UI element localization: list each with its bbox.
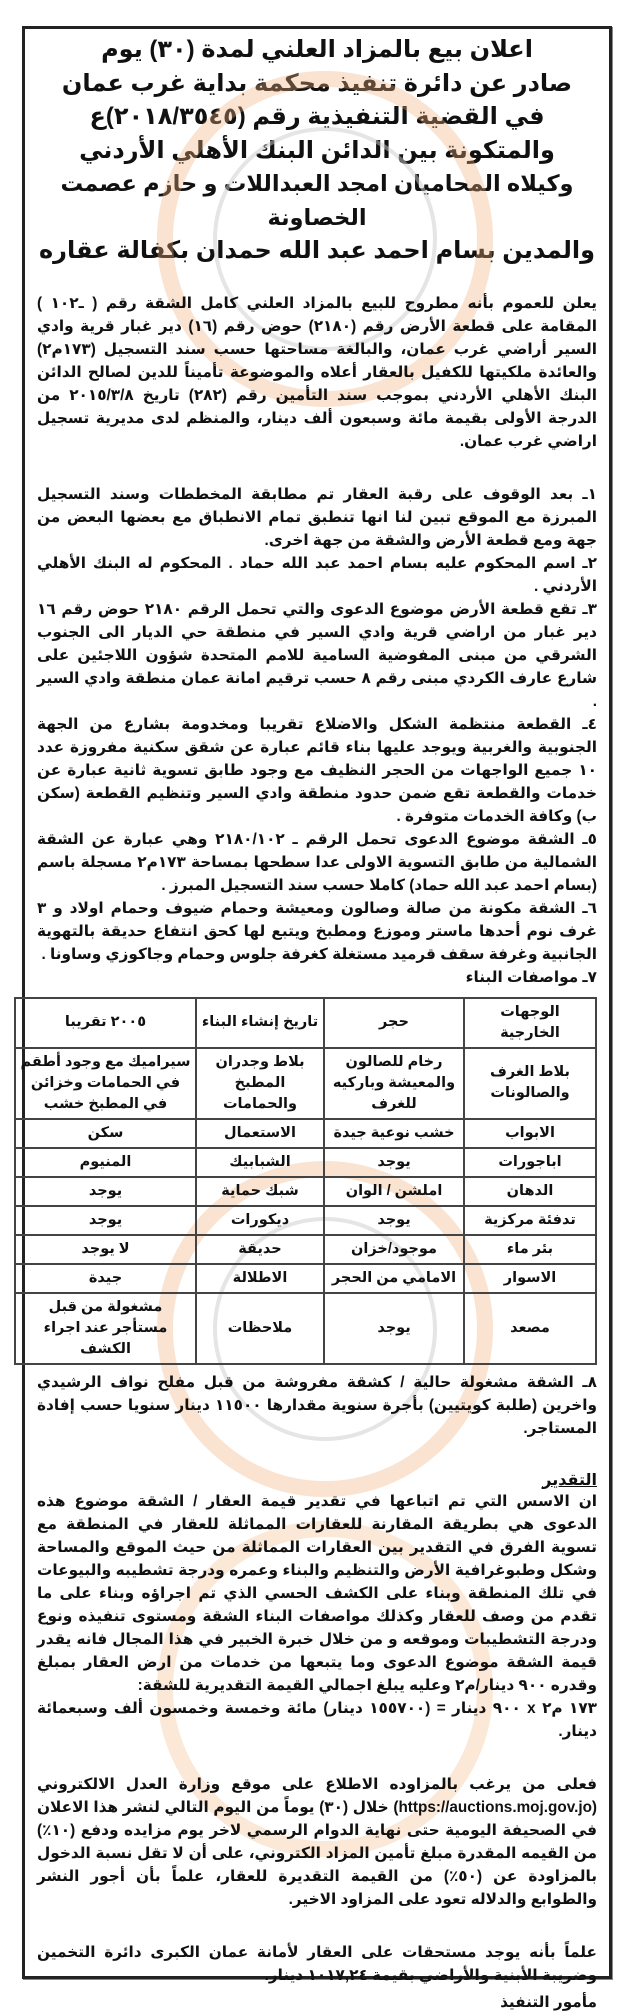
table-cell: ٢٠٠٥ تقريبا xyxy=(15,998,196,1048)
auction-url-link[interactable]: (https://auctions.moj.gov.jo) xyxy=(393,1798,598,1816)
table-row xyxy=(15,1177,596,1206)
table-cell: بلاط وجدران المطبخ والحمامات xyxy=(196,1048,324,1119)
table-row xyxy=(15,1293,596,1364)
title-line: والمتكونة بين الدائن البنك الأهلي الأردني xyxy=(79,136,555,164)
table-cell: الاستعمال xyxy=(196,1119,324,1148)
auction-notice xyxy=(20,26,612,2011)
table-cell: الاطلالة xyxy=(196,1264,324,1293)
table-cell: حديقة xyxy=(196,1235,324,1264)
item-4: ٤ـ القطعة منتظمة الشكل والاضلاع تقريبا ومخدومة بشارع من الجهة الجنوبية والغربية ويوجد عليها بناء قائم عبارة عن شقق سكنية مفروزة عدد ١٠ جميع الواجهات من الحجر النظيف مع وجود طابق تسوية ثانية عبارة عن خدمات والقطعة تقع ضمن حدود منطقة وادي السير وتنظيم القطعة (سكن ب) وكافة الخدمات متوفرة . xyxy=(37,715,597,825)
table-cell: الوجهات الخارجية xyxy=(464,998,596,1048)
item-2: ٢ـ اسم المحكوم عليه بسام احمد عبد الله حماد . المحكوم له البنك الأهلي الأردني . xyxy=(37,554,597,595)
table-cell: املشن / الوان xyxy=(324,1177,464,1206)
auction-paragraph xyxy=(37,1773,597,1911)
table-cell: تاريخ إنشاء البناء xyxy=(196,998,324,1048)
table-cell: يوجد xyxy=(324,1148,464,1177)
valuation-heading: التقدير xyxy=(542,1471,597,1489)
table-cell: مشغولة من قبل مستأجر عند اجراء الكشف xyxy=(15,1293,196,1364)
table-cell: الامامي من الحجر xyxy=(324,1264,464,1293)
table-cell: الاسوار xyxy=(464,1264,596,1293)
table-row xyxy=(15,1235,596,1264)
table-row xyxy=(15,1148,596,1177)
table-cell: الابواب xyxy=(464,1119,596,1148)
table-cell: بلاط الغرف والصالونات xyxy=(464,1048,596,1119)
table-cell: رخام للصالون والمعيشة وباركيه للغرف xyxy=(324,1048,464,1119)
table-cell: سيراميك مع وجود أطقم في الحمامات وخزائن في المطبخ خشب xyxy=(15,1048,196,1119)
item-1: ١ـ بعد الوقوف على رقبة العقار تم مطابقة المخططات وسند التسجيل المبرزة مع الموقع تبين لنا انها تنطبق تمام الانطباق مع بعضها البعض من جهة ومع قطعة الأرض والشقة من جهة اخرى. xyxy=(37,485,597,549)
table-cell: الدهان xyxy=(464,1177,596,1206)
table-cell: جيدة xyxy=(15,1264,196,1293)
table-cell: بئر ماء xyxy=(464,1235,596,1264)
title-line: صادر عن دائرة تنفيذ محكمة بداية غرب عمان xyxy=(61,69,573,97)
notice-title xyxy=(37,33,597,268)
table-cell: اباجورات xyxy=(464,1148,596,1177)
table-cell: مصعد xyxy=(464,1293,596,1364)
table-cell: شبك حماية xyxy=(196,1177,324,1206)
item-7: ٧ـ مواصفات البناء xyxy=(465,968,597,986)
table-row xyxy=(15,1048,596,1119)
intro-paragraph: يعلن للعموم بأنه مطروح للبيع بالمزاد العلني كامل الشقة رقم ( ـ١٠٢ ) المقامة على قطعة الأرض رقم (٢١٨٠) حوض رقم (١٦) دير غبار قرية وادي السير أراضي غرب عمان، والبالغة مساحتها حسب سند التسجيل (١٧٣م٢) والعائدة ملكيتها للكفيل بالعقار أعلاه والموضوعة تأميناً للدين لصالح الدائن البنك الأهلي الأردني بموجب سند التأمين رقم (٢٨٢) تاريخ ٢٠١٥/٣/٨ من الدرجة الأولى بقيمة مائة وسبعون ألف دينار، والمنظم لدى مديرية تسجيل اراضي غرب عمان. xyxy=(37,294,598,450)
table-cell: يوجد xyxy=(15,1206,196,1235)
item-6: ٦ـ الشقة مكونة من صالة وصالون ومعيشة وحمام ضيوف وحمام اولاد و ٣ غرف نوم أحدها ماستر وموزع ومطبخ ويتبع لها كحق انتفاع حديقة بالتهوية الجانبية وغرفة سقف قرميد مستغلة كغرفة جلوس وحمام وجاكوزي وساونا . xyxy=(37,899,597,963)
table-row xyxy=(15,1206,596,1235)
valuation-text: ان الاسس التي تم اتباعها في تقدير قيمة العقار / الشقة موضوع هذه الدعوى هي بطريقة المقارنة للعقارات المماثلة للعقار في المنطقة مع تسوية الفرق في التقدير بين العقارات المماثلة من حيث الموقع والمساحة وشكل وطبوغرافية الأرض والتنظيم والبناء وعمره ودرجة تشطيبه والبيوعات في تلك المنطقة وبناء على الكشف الحسي الذي تم اجراؤه وبناء على ما تقدم من وصف للعقار وكذلك مواصفات البناء الشقة ومستوى تنفيذه ونوع ودرجة التشطيبات وموقعه و من خلال خبرة الخبير في هذا المجال فانه يقدر قيمة الشقة موضوع الدعوى وما يتبعها من خدمات من ارض العقار بمبلغ وقدره ٩٠٠ دينار/م٢ وعليه يبلغ اجمالي القيمة التقديرية للشقة: xyxy=(37,1492,597,1694)
auction-text-start: فعلى من يرغب بالمزاوده الاطلاع على موقع وزارة العدل الالكتروني xyxy=(37,1775,597,1793)
table-row xyxy=(15,1264,596,1293)
signature: مأمور التنفيذ xyxy=(500,1993,597,2011)
table-cell: الشبابيك xyxy=(196,1148,324,1177)
table-row xyxy=(15,998,596,1048)
table-cell: يوجد xyxy=(15,1177,196,1206)
table-row xyxy=(15,1119,596,1148)
table-cell: لا يوجد xyxy=(15,1235,196,1264)
title-line: وكيلاه المحاميان امجد العبداللات و حازم عصمت الخصاونة xyxy=(60,171,574,230)
table-cell: سكن xyxy=(15,1119,196,1148)
dues-note: علماً بأنه يوجد مستحقات على العقار لأمانة عمان الكبرى دائرة التخمين وضريبة الأبنية والأراضي بقيمة ١٠١٧,٢٤ دينار. xyxy=(37,1943,597,1984)
table-cell: حجر xyxy=(324,998,464,1048)
table-cell: ديكورات xyxy=(196,1206,324,1235)
table-cell: يوجد xyxy=(324,1293,464,1364)
title-line: اعلان بيع بالمزاد العلني لمدة (٣٠) يوم xyxy=(101,36,533,63)
auction-text-end: خلال (٣٠) يوماً من اليوم التالي لنشر هذا الاعلان في الصحيفة اليومية حتى نهاية الدوام الرسمي لاخر يوم مزايده ودفع (١٠٪) من القيمه المقدرة مبلغ تأمين المزاد الكتروني، على أن لا تقل نسبة الدخول بالمزاودة عن (٥٠٪) من القيمة التقديرة للعقار، علماً بأن أجور النشر والطوابع والدلاله تعود على المزاود الاخير. xyxy=(37,1798,597,1908)
table-cell: خشب نوعية جيدة xyxy=(324,1119,464,1148)
table-cell: ملاحظات xyxy=(196,1293,324,1364)
table-cell: موجود/خزان xyxy=(324,1235,464,1264)
building-specs-table xyxy=(14,997,597,1365)
table-cell: تدفئة مركزية xyxy=(464,1206,596,1235)
table-cell: المنيوم xyxy=(15,1148,196,1177)
item-3: ٣ـ تقع قطعة الأرض موضوع الدعوى والتي تحمل الرقم ٢١٨٠ حوض رقم ١٦ دير غبار من اراضي قرية وادي السير في منطقة حي الديار الى الجنوب الشرقي من مبنى المفوضية السامية للامم المتحدة شؤون اللاجئين على شارع عارف الكردي مبنى رقم ٨ حسب ترقيم امانة عمان منطقة وادي السير . xyxy=(37,600,597,710)
valuation-calculation: ١٧٣ م٢ x ٩٠٠ دينار = (١٥٥٧٠٠ دينار) مائة وخمسة وخمسون ألف وسبعمائة دينار. xyxy=(37,1699,598,1740)
item-8: ٨ـ الشقة مشغولة حالية / كشقة مفروشة من قبل مفلح نواف الرشيدي واخرين (طلبة كويتيين) بأجرة سنوية مقدارها ١١٥٠٠ دينار سنويا حسب إفادة المستاجر. xyxy=(37,1373,597,1437)
table-cell: يوجد xyxy=(324,1206,464,1235)
title-line: والمدين بسام احمد عبد الله حمدان بكفالة عقاره xyxy=(39,237,595,264)
title-line: في القضية التنفيذية رقم (٢٠١٨/٣٥٤٥)ع xyxy=(89,103,545,130)
item-5: ٥ـ الشقة موضوع الدعوى تحمل الرقم ـ ٢١٨٠/١٠٢ وهي عبارة عن الشقة الشمالية من طابق التسوية الاولى عدا سطحها بمساحة ١٧٣م٢ مسجلة باسم (بسام احمد عبد الله حماد) كاملا حسب سند التسجيل المبرز . xyxy=(37,830,597,894)
